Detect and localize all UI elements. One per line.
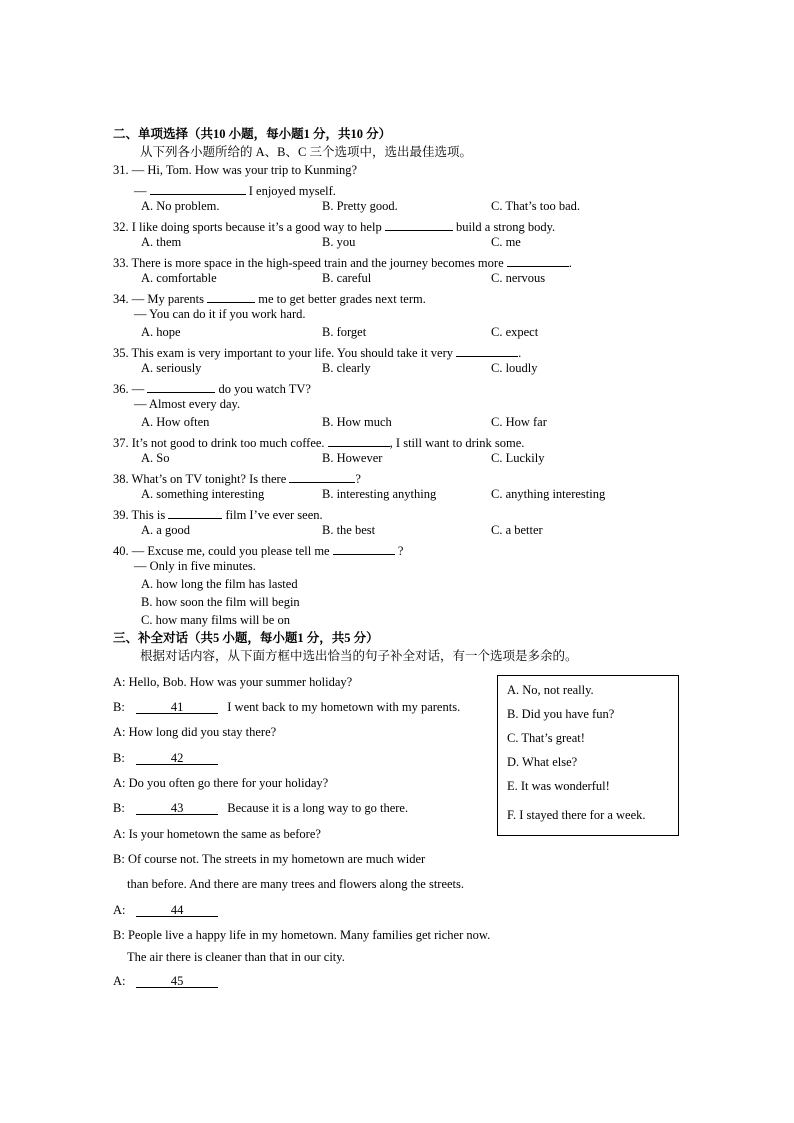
- q31-stem: 31. — Hi, Tom. How was your trip to Kunming?: [113, 163, 358, 177]
- answer-blank[interactable]: [333, 542, 395, 555]
- answer-blank[interactable]: [385, 218, 453, 231]
- q39-stem: 39. This is film I’ve ever seen.: [113, 508, 323, 522]
- dialog-blank-43[interactable]: 43: [136, 802, 218, 815]
- q31-option-b[interactable]: B. Pretty good.: [322, 199, 398, 213]
- box-option-d[interactable]: D. What else?: [507, 755, 578, 769]
- q37-option-c[interactable]: C. Luckily: [491, 451, 545, 465]
- q40-option-c[interactable]: C. how many films will be on: [141, 613, 290, 627]
- q36-reply: — Almost every day.: [134, 397, 241, 411]
- q38-option-c[interactable]: C. anything interesting: [491, 487, 606, 501]
- options-box: [497, 675, 679, 836]
- answer-blank[interactable]: [456, 344, 518, 357]
- answer-blank[interactable]: [507, 254, 569, 267]
- q37-stem: 37. It’s not good to drink too much coffee. , I still want to drink some.: [113, 436, 525, 450]
- section3-header: 三、补全对话（共5 小题，每小题1 分，共5 分）: [113, 631, 379, 645]
- answer-blank[interactable]: [289, 470, 355, 483]
- q40-reply: — Only in five minutes.: [134, 559, 256, 573]
- dialog-blank-42[interactable]: 42: [136, 752, 218, 765]
- dialog-line: A: Do you often go there for your holiday?: [113, 776, 329, 790]
- dialog-line-continuation: The air there is cleaner than that in our city.: [127, 950, 345, 964]
- answer-blank[interactable]: [328, 434, 390, 447]
- q31-line2: — I enjoyed myself.: [134, 184, 336, 198]
- q36-stem: 36. — do you watch TV?: [113, 382, 311, 396]
- q40-stem: 40. — Excuse me, could you please tell me ?: [113, 544, 404, 558]
- q40-option-a[interactable]: A. how long the film has lasted: [141, 577, 298, 591]
- q36-option-c[interactable]: C. How far: [491, 415, 547, 429]
- q38-option-b[interactable]: B. interesting anything: [322, 487, 437, 501]
- section2-header: 二、单项选择（共10 小题，每小题1 分，共10 分）: [113, 127, 392, 141]
- q38-option-a[interactable]: A. something interesting: [141, 487, 265, 501]
- dialog-blank-44[interactable]: 44: [136, 904, 218, 917]
- q35-option-c[interactable]: C. loudly: [491, 361, 538, 375]
- q32-option-c[interactable]: C. me: [491, 235, 521, 249]
- section3-instruction: 根据对话内容，从下面方框中选出恰当的句子补全对话，有一个选项是多余的。: [140, 649, 578, 663]
- q34-option-a[interactable]: A. hope: [141, 325, 181, 339]
- q35-option-a[interactable]: A. seriously: [141, 361, 202, 375]
- dialog-line: A: 44: [113, 904, 218, 917]
- box-option-a[interactable]: A. No, not really.: [507, 683, 594, 697]
- section2-instruction: 从下列各小题所给的 A、B、C 三个选项中，选出最佳选项。: [140, 145, 472, 159]
- answer-blank[interactable]: [207, 290, 255, 303]
- q39-option-b[interactable]: B. the best: [322, 523, 376, 537]
- dialog-line: A: Is your hometown the same as before?: [113, 827, 321, 841]
- dialog-line: B: 41 I went back to my hometown with my parents.: [113, 700, 461, 714]
- q36-option-b[interactable]: B. How much: [322, 415, 392, 429]
- dialog-line: B: 42: [113, 752, 218, 765]
- dialog-line: B: Of course not. The streets in my hometown are much wider: [113, 852, 426, 866]
- q33-option-a[interactable]: A. comfortable: [141, 271, 217, 285]
- box-option-b[interactable]: B. Did you have fun?: [507, 707, 615, 721]
- q40-option-b[interactable]: B. how soon the film will begin: [141, 595, 300, 609]
- dialog-line-continuation: than before. And there are many trees and flowers along the streets.: [127, 877, 465, 891]
- answer-blank[interactable]: [147, 380, 215, 393]
- dialog-line: A: Hello, Bob. How was your summer holiday?: [113, 675, 353, 689]
- q31-option-c[interactable]: C. That’s too bad.: [491, 199, 581, 213]
- q34-option-c[interactable]: C. expect: [491, 325, 539, 339]
- dialog-line: B: People live a happy life in my hometown. Many families get richer now.: [113, 928, 491, 942]
- q34-option-b[interactable]: B. forget: [322, 325, 367, 339]
- dialog-line: A: 45: [113, 975, 218, 988]
- q31-option-a[interactable]: A. No problem.: [141, 199, 220, 213]
- q34-reply: — You can do it if you work hard.: [134, 307, 306, 321]
- box-option-c[interactable]: C. That’s great!: [507, 731, 585, 745]
- q37-option-b[interactable]: B. However: [322, 451, 383, 465]
- q38-stem: 38. What’s on TV tonight? Is there ?: [113, 472, 361, 486]
- q32-stem: 32. I like doing sports because it’s a good way to help build a strong body.: [113, 220, 556, 234]
- dialog-blank-45[interactable]: 45: [136, 975, 218, 988]
- q33-stem: 33. There is more space in the high-speed train and the journey becomes more .: [113, 256, 572, 270]
- q35-stem: 35. This exam is very important to your life. You should take it very .: [113, 346, 522, 360]
- answer-blank[interactable]: [150, 182, 246, 195]
- q36-option-a[interactable]: A. How often: [141, 415, 210, 429]
- q32-option-b[interactable]: B. you: [322, 235, 356, 249]
- dialog-line: B: 43 Because it is a long way to go there.: [113, 801, 409, 815]
- q37-option-a[interactable]: A. So: [141, 451, 170, 465]
- q35-option-b[interactable]: B. clearly: [322, 361, 371, 375]
- q33-option-b[interactable]: B. careful: [322, 271, 372, 285]
- answer-blank[interactable]: [168, 506, 222, 519]
- q32-option-a[interactable]: A. them: [141, 235, 182, 249]
- q39-option-a[interactable]: A. a good: [141, 523, 190, 537]
- box-option-f[interactable]: F. I stayed there for a week.: [507, 808, 646, 822]
- q34-stem: 34. — My parents me to get better grades next term.: [113, 292, 426, 306]
- q33-option-c[interactable]: C. nervous: [491, 271, 546, 285]
- dialog-line: A: How long did you stay there?: [113, 725, 277, 739]
- dialog-blank-41[interactable]: 41: [136, 701, 218, 714]
- box-option-e[interactable]: E. It was wonderful!: [507, 779, 610, 793]
- q39-option-c[interactable]: C. a better: [491, 523, 543, 537]
